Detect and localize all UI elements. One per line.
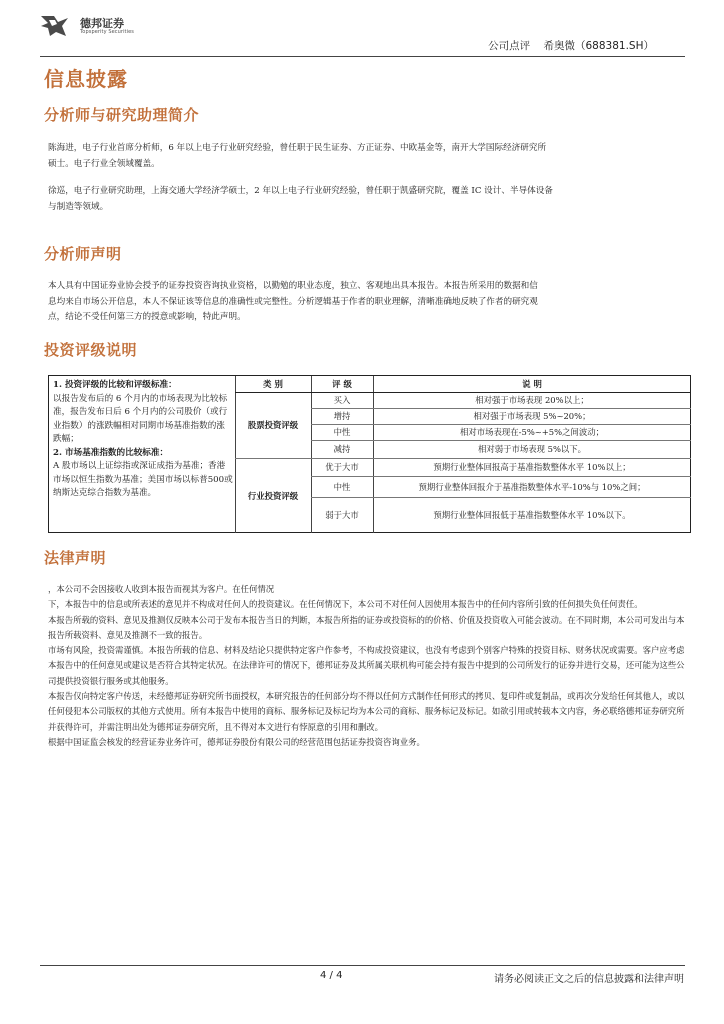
stock-grade-buy: 买入 xyxy=(333,395,351,405)
rating-criteria xyxy=(53,379,233,501)
section-title-rating: 投资评级说明 xyxy=(44,341,138,359)
legal-paragraph: 市场有风险，投资需谨慎。本报告所载的信息、材料及结论只提供特定客户作参考，不构成投资建议，也没有考虑到个别客户特殊的投资目标、财务状况或需要。客户应考虑本报告中的任何意见或建议是否符合其特定状况。在法律许可的情况下，德邦证券及其所属关联机构可能会持有报告中提到的公司所发行的证券并进行交易，还可能为这些公司提供投资银行服务或其他服务。 xyxy=(48,645,685,686)
brand-name-cn: 德邦证券 xyxy=(80,17,124,30)
criteria-heading-1: 1. 投资评级的比较和评级标准： xyxy=(53,380,177,390)
stock-rating-category: 股票投资评级 xyxy=(247,420,299,430)
header-grade: 评 级 xyxy=(332,379,352,389)
legal-statement xyxy=(48,582,688,750)
rating-grid xyxy=(235,376,691,533)
legal-paragraph: ，本公司不会因接收人收到本报告而视其为客户。在任何情况 xyxy=(48,584,275,594)
footer-note: 请务必阅读正文之后的信息披露和法律声明 xyxy=(494,974,684,985)
header-description: 说 明 xyxy=(522,379,542,389)
industry-grade-outperform: 优于大市 xyxy=(325,462,359,472)
rating-table xyxy=(48,375,691,533)
industry-desc-underperform: 预期行业整体回报低于基准指数整体水平 10%以下。 xyxy=(433,510,631,520)
industry-desc-neutral: 预期行业整体回报介于基准指数整体水平-10%与 10%之间； xyxy=(418,481,646,492)
section-title-analyst-declaration: 分析师声明 xyxy=(44,245,122,263)
industry-grade-neutral: 中性 xyxy=(333,481,351,492)
page-title: 信息披露 xyxy=(44,67,128,91)
brand-name-en: Topsperity Securities xyxy=(80,29,134,35)
criteria-heading-2: 2. 市场基准指数的比较标准： xyxy=(53,447,169,458)
legal-paragraph: 本报告仅向特定客户传送，未经德邦证券研究所书面授权，本研究报告的任何部分均不得以任何方式制作任何形式的拷贝、复印件或复制品，或再次分发给任何其他人，或以任何侵犯本公司版权的其他方式使用。所有本报告中使用的商标、服务标记及标记均为本公司的商标、服务标记及标记。如欲引用或转载本文内容，务必联络德邦证券研究所并获得许可，并需注明出处为德邦证券研究所，且不得对本文进行有悖原意的引用和删改。 xyxy=(48,691,685,732)
industry-rating-category: 行业投资评级 xyxy=(247,490,299,501)
criteria-text-1: 以报告发布后的 6 个月内的市场表现为比较标准，报告发布日后 6 个月内的公司股价（或行业指数）的涨跌幅相对同期市场基准指数的涨跌幅； xyxy=(53,393,228,444)
stock-desc-underweight: 相对弱于市场表现 5%以下。 xyxy=(477,444,587,454)
header-category: 类 别 xyxy=(263,379,283,389)
industry-desc-outperform: 预期行业整体回报高于基准指数整体水平 10%以上； xyxy=(433,462,631,472)
analyst-bio-chen: 陈海进，电子行业首席分析师，6 年以上电子行业研究经验，曾任职于民生证券、方正证券、中欧基金等，南开大学国际经济研究所 硕士。电子行业全领域覆盖。 xyxy=(48,143,547,169)
industry-grade-underperform: 弱于大市 xyxy=(325,510,359,520)
stock-grade-underweight: 减持 xyxy=(333,444,351,454)
legal-paragraph: 本报告所载的资料、意见及推测仅反映本公司于发布本报告当日的判断，本报告所指的证券或投资标的的价格、价值及投资收入可能会波动。在不同时期，本公司可发出与本报告所载资料、意见及推测不一致的报告。 xyxy=(48,614,685,640)
header-divider xyxy=(40,56,685,57)
stock-desc-buy: 相对强于市场表现 20%以上； xyxy=(475,395,589,405)
legal-paragraph: 根据中国证监会核发的经营证券业务许可，德邦证券股份有限公司的经营范围包括证券投资咨询业务。 xyxy=(48,736,425,747)
stock-grade-neutral: 中性 xyxy=(333,427,351,437)
page-number: 4 / 4 xyxy=(320,970,343,981)
footer-divider xyxy=(40,965,685,966)
stock-desc-neutral: 相对市场表现在-5%~+5%之间波动； xyxy=(460,427,604,437)
stock-grade-overweight: 增持 xyxy=(333,411,351,421)
stock-desc-overweight: 相对强于市场表现 5%~20%； xyxy=(473,411,591,421)
report-meta: 公司点评 希奥微（688381.SH） xyxy=(488,40,654,52)
legal-paragraph: 下，本报告中的信息或所表述的意见并不构成对任何人的投资建议。在任何情况下，本公司不对任何人因使用本报告中的任何内容所引致的任何损失负任何责任。 xyxy=(48,599,643,610)
company-logo-icon xyxy=(40,14,70,38)
analyst-declaration-text: 本人具有中国证券业协会授予的证券投资咨询执业资格，以勤勉的职业态度，独立、客观地出具本报告。本报告所采用的数据和信 息均来自市场公开信息，本人不保证该等信息的准确性或完整性。分析逻辑基于作者的职业理解，清晰准确地反映了作者的研究观 点，结论不受任何第三方的授意或影响，特此声明。 xyxy=(48,281,538,322)
section-title-analyst-intro: 分析师与研究助理简介 xyxy=(44,106,200,124)
assistant-bio-xu: 徐巡，电子行业研究助理，上海交通大学经济学硕士，2 年以上电子行业研究经验，曾任职于凯盛研究院，覆盖 IC 设计、半导体设备 与制造等领域。 xyxy=(48,186,553,212)
section-title-legal: 法律声明 xyxy=(44,549,107,567)
criteria-text-2: A 股市场以上证综指或深证成指为基准；香港市场以恒生指数为基准；美国市场以标普500或纳斯达克综合指数为基准。 xyxy=(53,461,233,498)
